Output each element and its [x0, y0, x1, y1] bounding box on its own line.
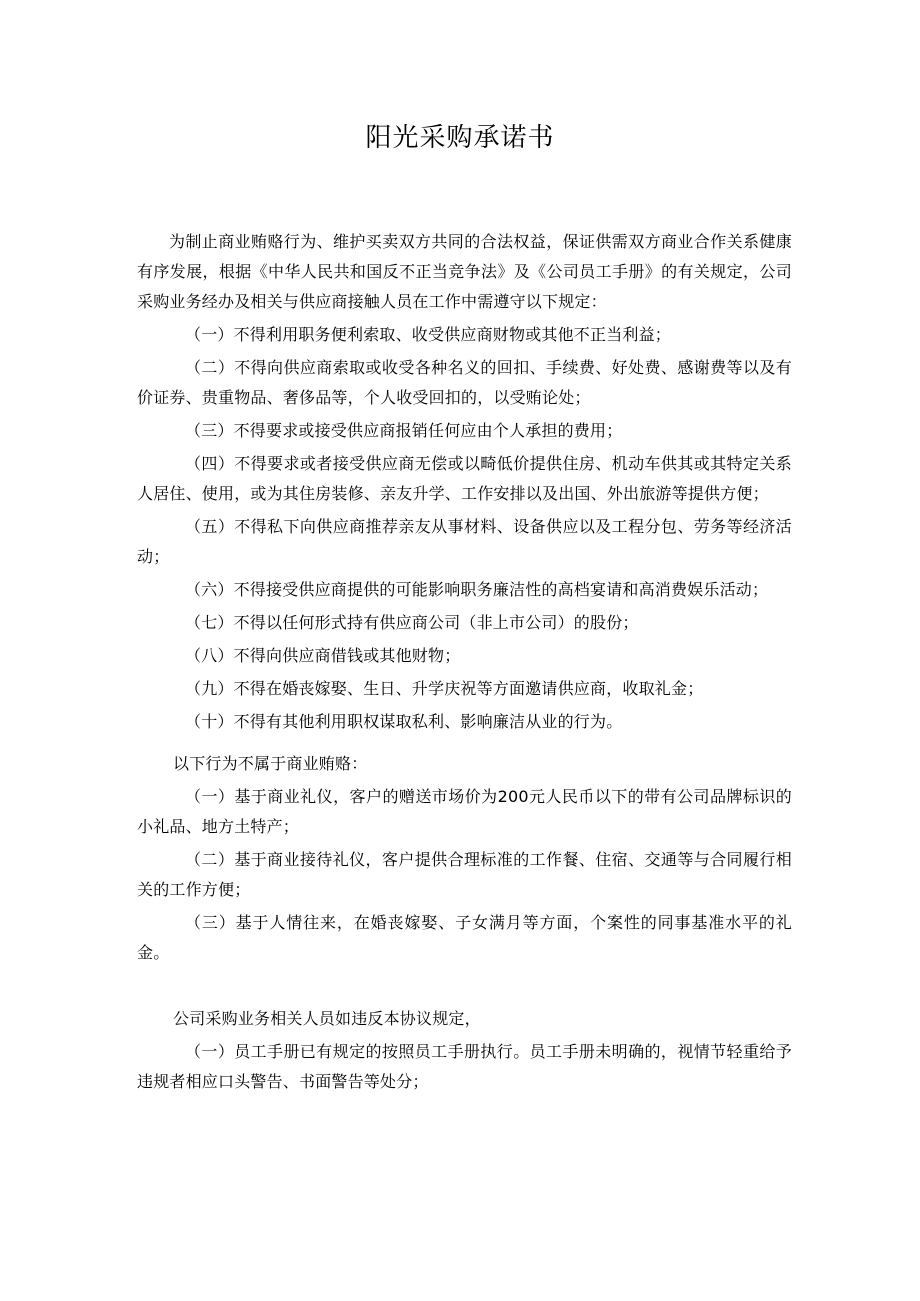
rule-item: （七）不得以任何形式持有供应商公司（非上市公司）的股份； — [185, 613, 639, 632]
violations-lead: 公司采购业务相关人员如违反本协议规定， — [173, 1009, 481, 1028]
intro-paragraph: 为制止商业贿赂行为、维护买卖双方共同的合法权益，保证供需双方商业合作关系健康有序发展，根据《中华人民共和国反不正当竞争法》及《公司员工手册》的有关规定，公司采购业务经办及相关与供应商接触人员在工作中需遵守以下规定： — [137, 232, 792, 311]
rule-item: （三）不得要求或接受供应商报销任何应由个人承担的费用； — [185, 421, 623, 440]
section-gap — [137, 740, 792, 749]
rule-item: （六）不得接受供应商提供的可能影响职务廉洁性的高档宴请和高消费娱乐活动； — [185, 580, 769, 599]
rule-item: （九）不得在婚丧嫁娶、生日、升学庆祝等方面邀请供应商，收取礼金； — [185, 679, 704, 698]
rule-item: （一）不得利用职务便利索取、收受供应商财物或其他不正当利益； — [185, 325, 672, 344]
rule-item: （二）不得向供应商索取或收受各种名义的回扣、手续费、好处费、感谢费等以及有价证券、贵重物品、奢侈品等，个人收受回扣的，以受贿论处； — [137, 358, 792, 407]
rule-item: （八）不得向供应商借钱或其他财物； — [185, 646, 461, 665]
document-title: 阳光采购承诺书 — [365, 123, 555, 153]
rule-item: （五）不得私下向供应商推荐亲友从事材料、设备供应以及工程分包、劳务等经济活动； — [137, 517, 792, 566]
document-body — [137, 227, 792, 1100]
rule-item: （四）不得要求或者接受供应商无偿或以畸低价提供住房、机动车供其或其特定关系人居住、使用，或为其住房装修、亲友升学、工作安排以及出国、外出旅游等提供方便； — [137, 454, 792, 503]
section-gap — [137, 971, 792, 1004]
exception-item: （一）基于商业礼仪，客户的赠送市场价为200元人民币以下的带有公司品牌标识的小礼品、地方土特产； — [137, 787, 792, 836]
exception-item: （三）基于人情往来，在婚丧嫁娶、子女满月等方面，个案性的同事基准水平的礼金。 — [137, 913, 792, 962]
violation-item: （一）员工手册已有规定的按照员工手册执行。员工手册未明确的，视情节轻重给予违规者相应口头警告、书面警告等处分； — [137, 1042, 792, 1091]
rule-item: （十）不得有其他利用职权谋取私利、影响廉洁从业的行为。 — [185, 712, 623, 731]
exceptions-lead: 以下行为不属于商业贿赂： — [173, 754, 368, 773]
exception-item: （二）基于商业接待礼仪，客户提供合理标准的工作餐、住宿、交通等与合同履行相关的工作方便； — [137, 850, 792, 899]
